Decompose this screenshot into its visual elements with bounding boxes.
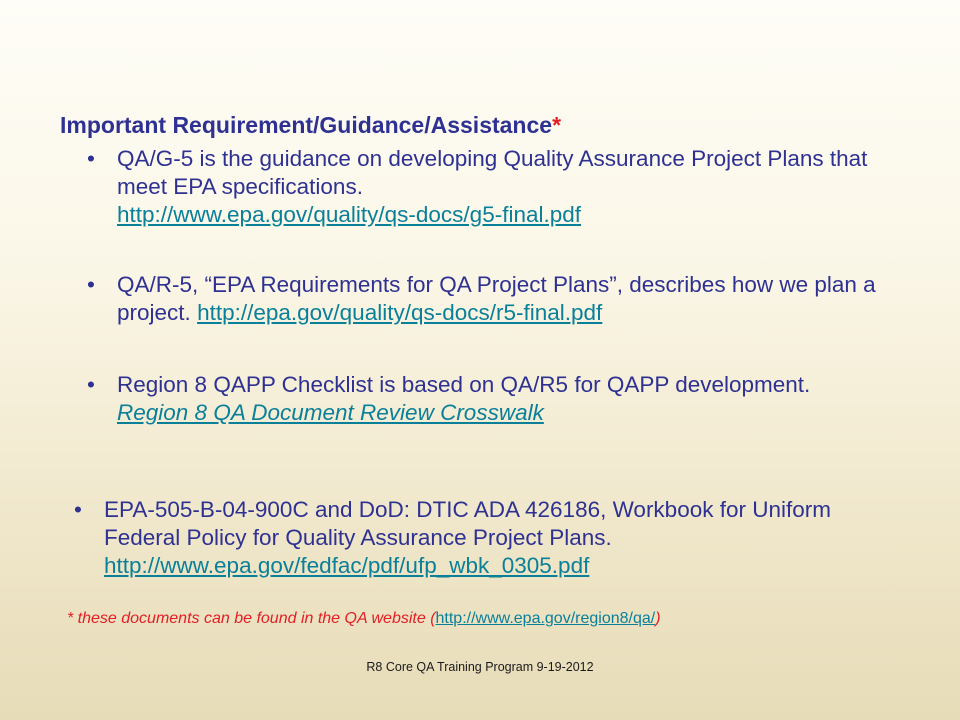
bullet-region8-checklist (87, 371, 877, 427)
footnote (67, 610, 947, 628)
bullet-marker: • (87, 146, 95, 171)
bullet-text: QA/R-5, “EPA Requirements for QA Project Plans”, describes how we plan a project. (117, 272, 876, 325)
bullet-text: QA/G-5 is the guidance on developing Quality Assurance Project Plans that meet EPA specifications. (117, 146, 868, 199)
bullet-text: EPA-505-B-04-900C and DoD: DTIC ADA 426186, Workbook for Uniform Federal Policy for Quality Assurance Project Plans. (104, 497, 831, 550)
link-region8-crosswalk[interactable]: Region 8 QA Document Review Crosswalk (117, 400, 544, 425)
heading-asterisk: * (552, 112, 562, 138)
link-qa-website[interactable]: http://www.epa.gov/region8/qa/ (435, 610, 656, 627)
slide-footer: R8 Core QA Training Program 9-19-2012 (366, 660, 594, 674)
bullet-marker: • (87, 372, 95, 397)
slide-heading (60, 112, 561, 139)
link-g5-final[interactable]: http://www.epa.gov/quality/qs-docs/g5-final.pdf (117, 202, 582, 227)
footnote-suffix: ) (655, 610, 661, 627)
bullet-qa-g5 (87, 145, 897, 229)
heading-text: Important Requirement/Guidance/Assistance (60, 112, 553, 138)
footnote-prefix: * these documents can be found in the QA website ( (67, 610, 436, 627)
link-r5-final[interactable]: http://epa.gov/quality/qs-docs/r5-final.pdf (197, 300, 603, 325)
link-ufp-workbook[interactable]: http://www.epa.gov/fedfac/pdf/ufp_wbk_0305.pdf (104, 553, 590, 578)
bullet-text: Region 8 QAPP Checklist is based on QA/R5 for QAPP development. (117, 372, 811, 397)
bullet-ufp-workbook (74, 496, 904, 580)
bullet-qa-r5 (87, 271, 917, 327)
bullet-marker: • (87, 272, 95, 297)
bullet-marker: • (74, 497, 82, 522)
